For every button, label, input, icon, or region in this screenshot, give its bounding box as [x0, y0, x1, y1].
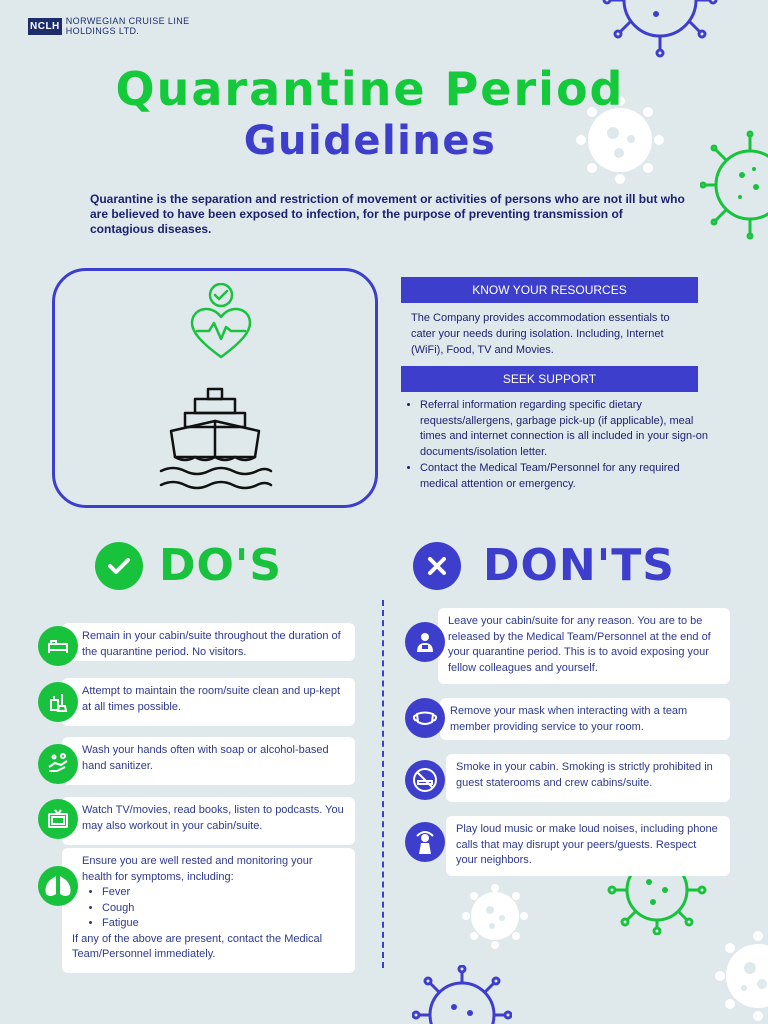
x-circle-icon: [413, 542, 461, 590]
mask-icon: [405, 698, 445, 738]
donts-text: Smoke in your cabin. Smoking is strictly prohibited in guest staterooms and crew cabins/suite.: [456, 761, 713, 789]
intro-paragraph: Quarantine is the separation and restriction of movement or activities of persons who are not ill but who are believed to have been exposed to infection, for the purpose of preventing transmission of contagious diseases.: [90, 192, 685, 236]
page-title-line2: Guidelines: [243, 118, 497, 164]
donts-text: Play loud music or make loud noises, including phone calls that may disrupt your peers/guests. Respect your neighbors.: [456, 823, 718, 866]
resources-text: The Company provides accommodation essentials to cater your needs during isolation. Including, Internet (WiFi), Food, TV and Movies.: [411, 312, 670, 356]
hand-wash-icon: [38, 744, 78, 784]
heart-check-icon: [189, 283, 253, 363]
loud-music-icon: [405, 822, 445, 862]
check-circle-icon: [95, 542, 143, 590]
donts-text: Remove your mask when interacting with a team member providing service to your room.: [450, 705, 688, 733]
dos-heading-text: DO'S: [159, 540, 283, 591]
cruise-ship-icon: [155, 385, 275, 497]
logo-line1: NORWEGIAN CRUISE LINE: [65, 16, 190, 26]
virus-icon: [712, 930, 768, 1024]
dos-text: Remain in your cabin/suite throughout the duration of the quarantine period. No visitors.: [82, 630, 341, 658]
support-item: • Contact the Medical Team/Personnel for any required medical attention or emergency.: [420, 461, 716, 492]
health-card: [62, 848, 355, 973]
dos-heading: [95, 540, 282, 591]
logo-line2: HOLDINGS LTD.: [65, 26, 140, 36]
tv-icon: [38, 799, 78, 839]
symptom-item: • Fever: [102, 885, 345, 901]
virus-icon: [590, 0, 730, 60]
symptom-item: • Cough: [102, 901, 345, 917]
logo-badge: NCLH: [28, 18, 62, 35]
symptom-item: • Fatigue: [102, 916, 345, 932]
dos-text: Watch TV/movies, read books, listen to podcasts. You may also workout in your cabin/suite.: [82, 804, 344, 832]
donts-card: [446, 816, 730, 876]
column-divider: [382, 600, 384, 968]
dos-card: [62, 623, 355, 661]
logo-text: [66, 16, 190, 36]
lungs-icon: [38, 866, 78, 906]
dos-text: Wash your hands often with soap or alcohol-based hand sanitizer.: [82, 744, 329, 772]
dos-card: [62, 797, 355, 845]
dos-text: Attempt to maintain the room/suite clean and up-kept at all times possible.: [82, 685, 341, 713]
virus-icon: [412, 965, 512, 1024]
page-title-line1: Quarantine Period: [115, 62, 625, 116]
dos-card: [62, 737, 355, 785]
illustration-frame: [52, 268, 378, 508]
no-smoking-icon: [405, 760, 445, 800]
donts-heading: [413, 540, 675, 591]
cleaning-icon: [38, 682, 78, 722]
company-logo: [28, 16, 190, 36]
symptom-list: [82, 885, 345, 932]
donts-card: [440, 698, 730, 740]
donts-heading-text: DON'TS: [483, 540, 675, 591]
resources-heading: KNOW YOUR RESOURCES: [401, 277, 698, 303]
support-heading: SEEK SUPPORT: [401, 366, 698, 392]
donts-text: Leave your cabin/suite for any reason. You are to be released by the Medical Team/Personnel at the end of your quarantine period. This is to avoid exposing your fellow colleagues and yourself.: [448, 615, 711, 674]
support-item: • Referral information regarding specific dietary requests/allergens, garbage pick-up (if applicable), meal times and internet connection is all included in your sign-on documents/isolation letter.: [420, 398, 716, 460]
support-list: [404, 398, 716, 493]
virus-icon: [460, 884, 530, 949]
health-outro: If any of the above are present, contact the Medical Team/Personnel immediately.: [72, 932, 323, 960]
donts-card: [438, 608, 730, 684]
health-intro: Ensure you are well rested and monitoring your health for symptoms, including:: [82, 855, 313, 883]
donts-card: [446, 754, 730, 802]
dos-card: [62, 678, 355, 726]
doctor-icon: [405, 622, 445, 662]
bed-icon: [38, 626, 78, 666]
